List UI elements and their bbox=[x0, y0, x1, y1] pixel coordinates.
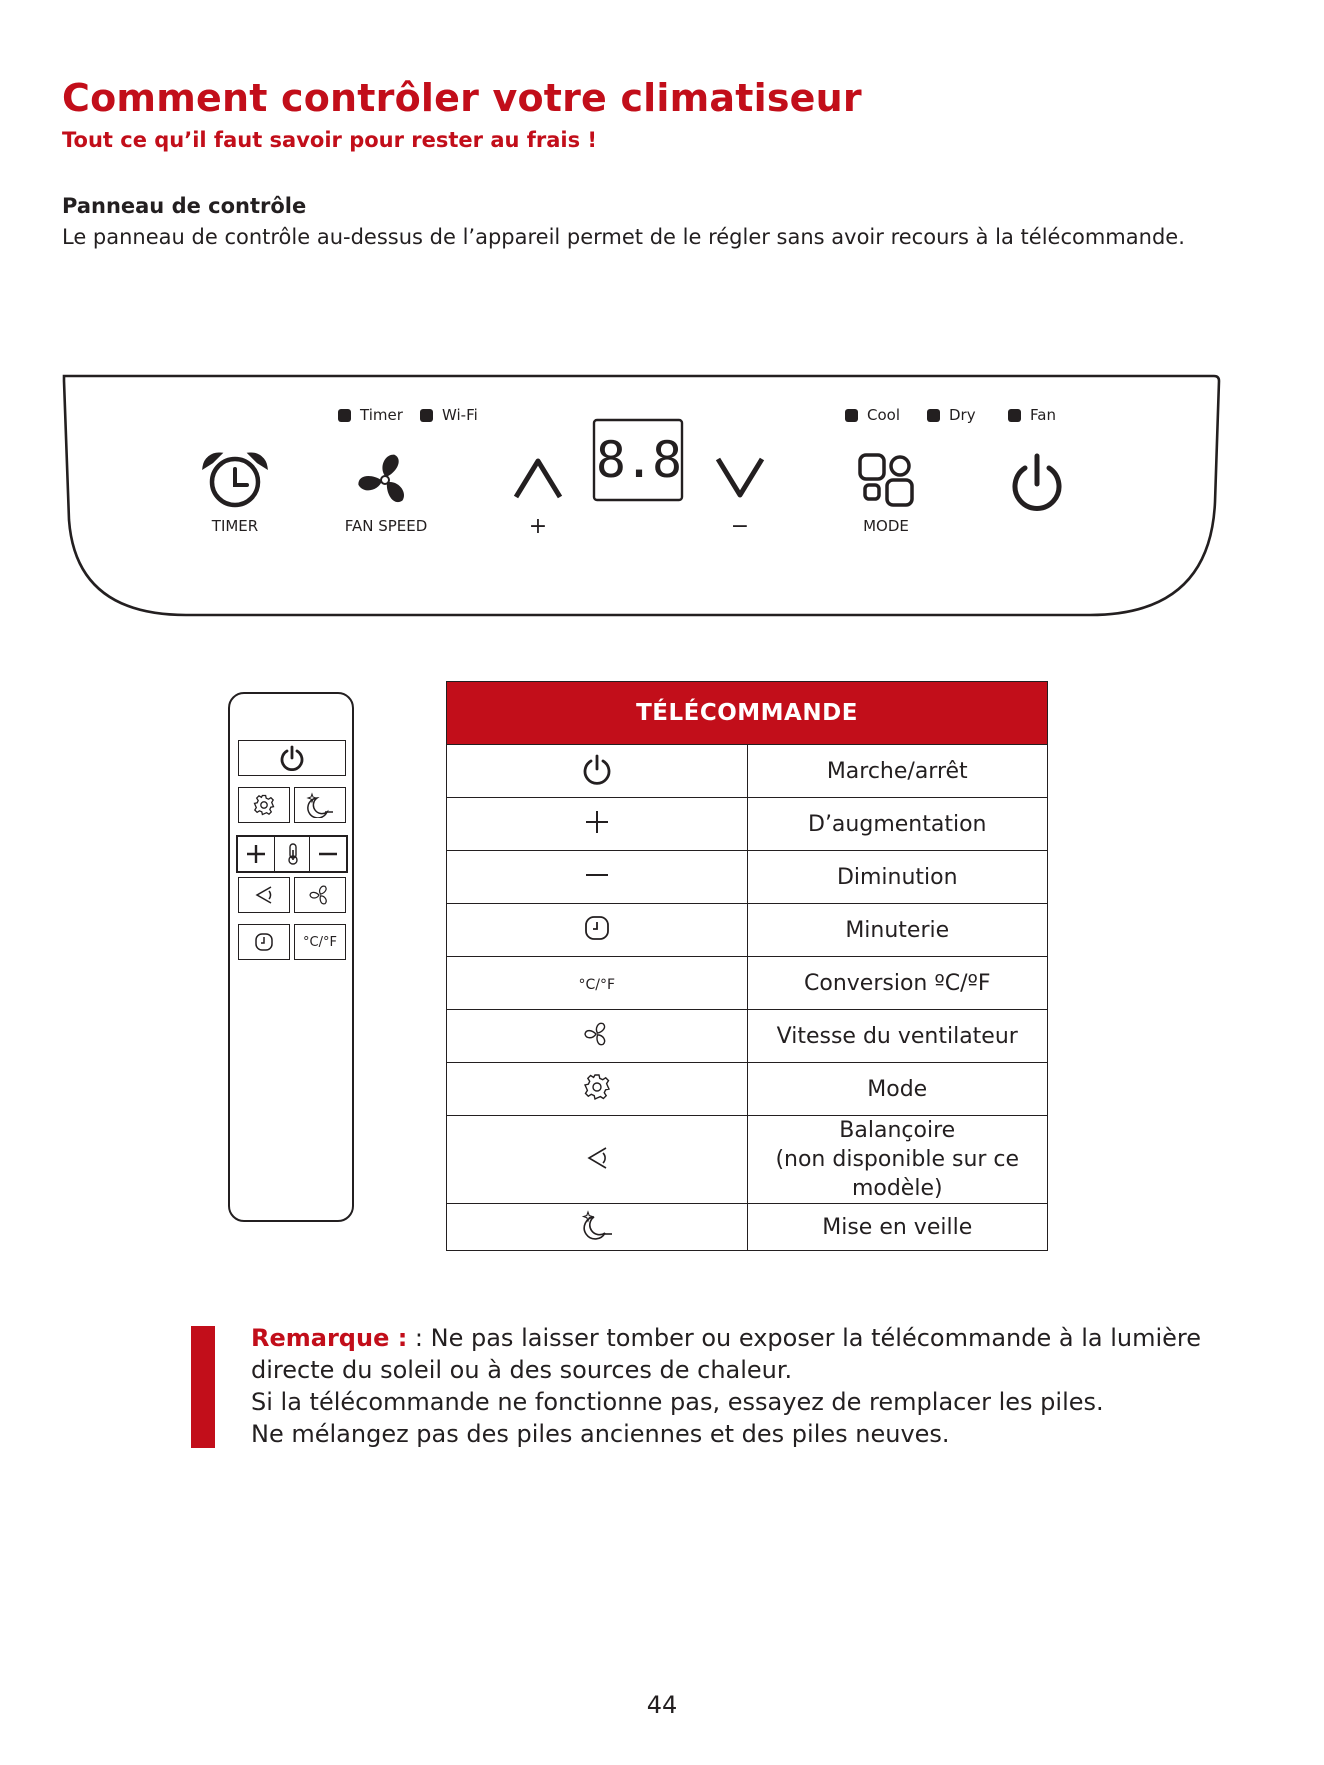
fan-icon[interactable] bbox=[355, 450, 415, 510]
table-row bbox=[447, 798, 1048, 851]
table-label: Diminution bbox=[747, 851, 1048, 904]
note-text: : Ne pas laisser tomber ou exposer la télécommande à la lumière directe du soleil ou à des sources de chaleur. bbox=[251, 1324, 1202, 1384]
remote-mode-button[interactable] bbox=[238, 787, 290, 823]
swing-icon bbox=[253, 885, 275, 905]
table-label: Marche/arrêt bbox=[747, 745, 1048, 798]
indicator-timer bbox=[338, 406, 403, 424]
plus-icon bbox=[245, 843, 267, 865]
remote-power-button[interactable] bbox=[238, 740, 346, 776]
note-label: Remarque : bbox=[251, 1324, 408, 1352]
power-icon bbox=[582, 753, 612, 785]
fan-speed-label: FAN SPEED bbox=[344, 517, 428, 535]
table-icon-cell bbox=[447, 798, 748, 851]
mode-squares-icon[interactable] bbox=[857, 452, 915, 508]
gear-icon bbox=[253, 794, 275, 816]
remote-timer-button[interactable] bbox=[238, 924, 290, 960]
table-icon-cell bbox=[447, 851, 748, 904]
remote-fan-button[interactable] bbox=[294, 877, 346, 913]
table-label bbox=[747, 1116, 1048, 1204]
indicator-dry bbox=[927, 406, 976, 424]
timer-label: TIMER bbox=[211, 517, 259, 535]
table-icon-cell bbox=[447, 1204, 748, 1251]
swing-icon bbox=[584, 1145, 610, 1171]
remote-swing-button[interactable] bbox=[238, 877, 290, 913]
indicator-label: Dry bbox=[949, 406, 976, 424]
indicator-light bbox=[927, 409, 940, 422]
table-label: Vitesse du ventilateur bbox=[747, 1010, 1048, 1063]
indicator-fan bbox=[1008, 406, 1056, 424]
section-heading: Panneau de contrôle bbox=[62, 194, 307, 218]
table-label: Minuterie bbox=[747, 904, 1048, 957]
table-row bbox=[447, 1010, 1048, 1063]
mode-label: MODE bbox=[863, 517, 909, 535]
table-row bbox=[447, 904, 1048, 957]
page-title: Comment contrôler votre climatiseur bbox=[62, 76, 862, 120]
power-icon[interactable] bbox=[1008, 452, 1066, 514]
control-panel-outline bbox=[0, 0, 1324, 640]
alarm-clock-icon[interactable] bbox=[198, 446, 272, 510]
power-icon bbox=[279, 745, 305, 771]
table-label-line: (non disponible sur ce modèle) bbox=[775, 1147, 1020, 1201]
sleep-moon-icon bbox=[580, 1210, 614, 1240]
table-icon-cell bbox=[447, 904, 748, 957]
celsius-fahrenheit-label: °C/°F bbox=[303, 934, 337, 950]
table-icon-cell bbox=[447, 745, 748, 798]
minus-icon bbox=[317, 843, 339, 865]
indicator-label: Cool bbox=[867, 406, 900, 424]
indicator-label: Wi-Fi bbox=[442, 406, 478, 424]
table-icon-cell bbox=[447, 1116, 748, 1204]
table-row bbox=[447, 957, 1048, 1010]
remote-cf-button[interactable] bbox=[294, 924, 346, 960]
section-intro-text: Le panneau de contrôle au-dessus de l’appareil permet de le régler sans avoir recours à la télécommande. bbox=[62, 225, 1185, 249]
table-label: Mode bbox=[747, 1063, 1048, 1116]
sleep-moon-icon bbox=[305, 792, 335, 818]
page-subtitle: Tout ce qu’il faut savoir pour rester au frais ! bbox=[62, 128, 597, 152]
celsius-fahrenheit-icon: °C/°F bbox=[578, 976, 616, 993]
digital-display: 8.8 bbox=[595, 431, 681, 489]
note bbox=[251, 1322, 1211, 1450]
table-icon-cell bbox=[447, 1010, 748, 1063]
indicator-wifi bbox=[420, 406, 478, 424]
minus-label: − bbox=[730, 514, 750, 539]
table-row bbox=[447, 1063, 1048, 1116]
gear-icon bbox=[583, 1073, 611, 1101]
remote-sleep-button[interactable] bbox=[294, 787, 346, 823]
page-number: 44 bbox=[646, 1691, 678, 1719]
indicator-light bbox=[1008, 409, 1021, 422]
table-row bbox=[447, 1204, 1048, 1251]
table-icon-cell bbox=[447, 957, 748, 1010]
indicator-label: Timer bbox=[360, 406, 403, 424]
plus-icon bbox=[584, 809, 610, 835]
table-icon-cell bbox=[447, 1063, 748, 1116]
note-accent-bar bbox=[191, 1326, 215, 1448]
table-label: D’augmentation bbox=[747, 798, 1048, 851]
fan-icon bbox=[309, 884, 331, 906]
indicator-light bbox=[338, 409, 351, 422]
table-label: Mise en veille bbox=[747, 1204, 1048, 1251]
plus-label: + bbox=[528, 514, 548, 539]
indicator-light bbox=[420, 409, 433, 422]
thermometer-icon bbox=[275, 837, 311, 871]
remote-functions-table bbox=[446, 681, 1048, 1251]
clock-icon bbox=[584, 915, 610, 941]
indicator-label: Fan bbox=[1030, 406, 1056, 424]
clock-icon bbox=[254, 932, 274, 952]
remote-temperature-rocker bbox=[236, 835, 348, 873]
table-row bbox=[447, 745, 1048, 798]
chevron-up-icon[interactable] bbox=[512, 455, 564, 501]
remote-minus-button[interactable] bbox=[309, 837, 346, 871]
note-text-3: Ne mélangez pas des piles anciennes et des piles neuves. bbox=[251, 1420, 950, 1448]
indicator-light bbox=[845, 409, 858, 422]
table-label-line: Balançoire bbox=[839, 1118, 956, 1143]
indicator-cool bbox=[845, 406, 900, 424]
remote-plus-button[interactable] bbox=[238, 837, 275, 871]
chevron-down-icon[interactable] bbox=[714, 455, 766, 501]
table-header: TÉLÉCOMMANDE bbox=[447, 682, 1048, 745]
table-label: Conversion ºC/ºF bbox=[747, 957, 1048, 1010]
table-row bbox=[447, 1116, 1048, 1204]
minus-icon bbox=[584, 862, 610, 888]
fan-icon bbox=[583, 1020, 611, 1048]
table-row bbox=[447, 851, 1048, 904]
remote-control bbox=[228, 692, 354, 1222]
note-text-2: Si la télécommande ne fonctionne pas, essayez de remplacer les piles. bbox=[251, 1388, 1104, 1416]
